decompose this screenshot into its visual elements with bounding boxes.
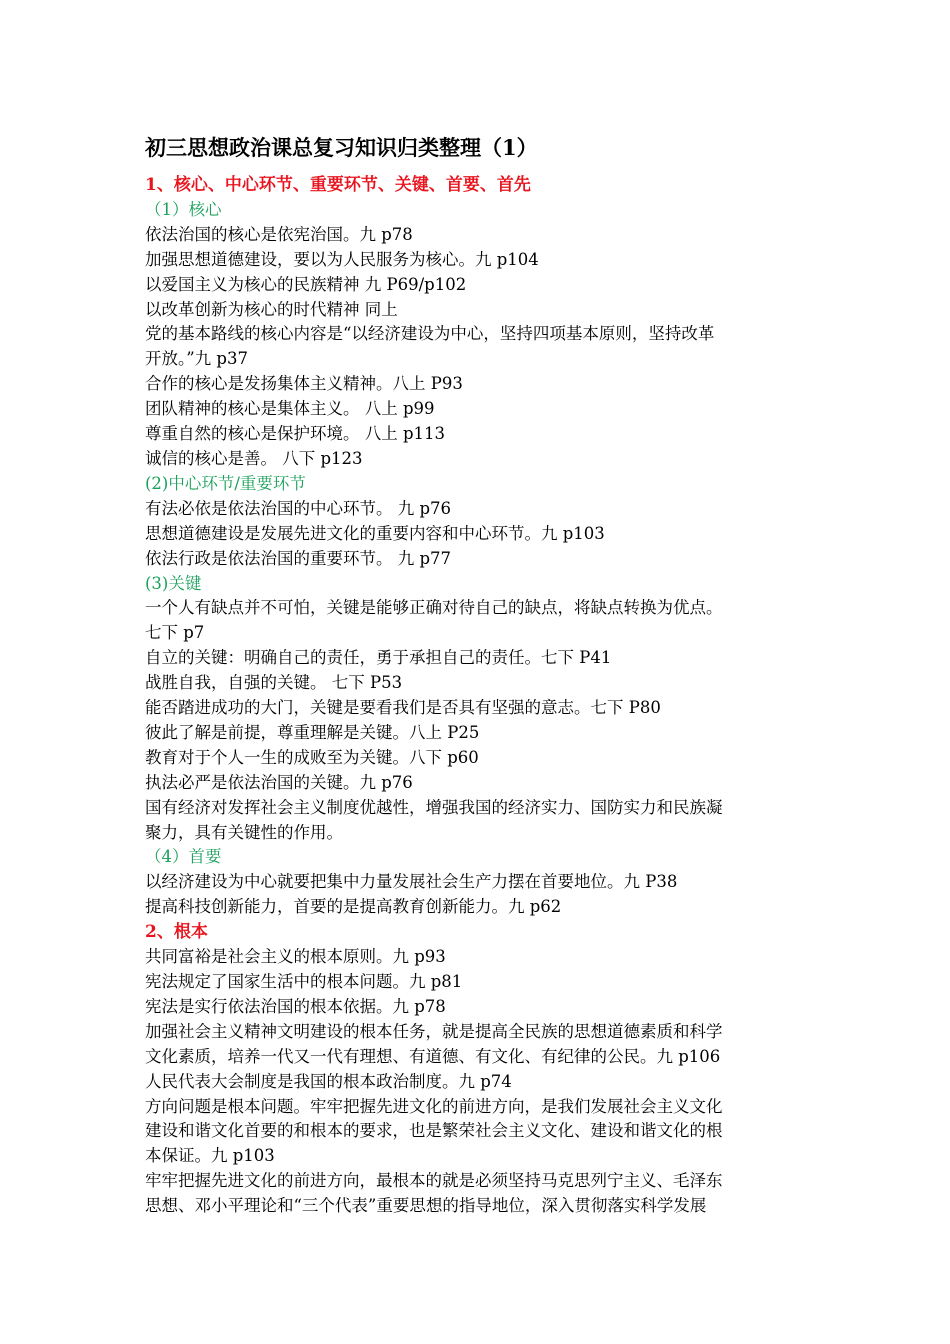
text-line: 文化素质，培养一代又一代有理想、有道德、有文化、有纪律的公民。九 p106 xyxy=(145,1046,721,1066)
text-line: 团队精神的核心是集体主义。 八上 p99 xyxy=(145,399,435,419)
text-line: 依法行政是依法治国的重要环节。 九 p77 xyxy=(145,548,452,568)
text-line: 加强思想道德建设，要以为人民服务为核心。九 p104 xyxy=(145,249,539,269)
text-line: 宪法是实行依法治国的根本依据。九 p78 xyxy=(145,996,446,1016)
text-line: 国有经济对发挥社会主义制度优越性，增强我国的经济实力、国防实力和民族凝 xyxy=(145,797,723,817)
text-line: 党的基本路线的核心内容是“以经济建设为中心，坚持四项基本原则，坚持改革 xyxy=(145,324,715,344)
text-line: 聚力，具有关键性的作用。 xyxy=(145,822,343,842)
text-line: 尊重自然的核心是保护环境。 八上 p113 xyxy=(145,424,446,444)
text-line: 牢牢把握先进文化的前进方向，最根本的就是必须坚持马克思列宁主义、毛泽东 xyxy=(145,1171,723,1191)
text-line: 思想道德建设是发展先进文化的重要内容和中心环节。九 p103 xyxy=(145,523,605,543)
text-line: 共同富裕是社会主义的根本原则。九 p93 xyxy=(145,947,446,967)
text-line: 思想、邓小平理论和“三个代表”重要思想的指导地位，深入贯彻落实科学发展 xyxy=(145,1196,707,1216)
text-line: 提高科技创新能力，首要的是提高教育创新能力。九 p62 xyxy=(145,897,562,917)
text-line: 以经济建设为中心就要把集中力量发展社会生产力摆在首要地位。九 P38 xyxy=(145,872,678,892)
subsection-heading: (3)关键 xyxy=(145,573,202,593)
text-line: 加强社会主义精神文明建设的根本任务，就是提高全民族的思想道德素质和科学 xyxy=(145,1021,723,1041)
text-line: 一个人有缺点并不可怕，关键是能够正确对待自己的缺点，将缺点转换为优点。 xyxy=(145,598,723,618)
text-line: 建设和谐文化首要的和根本的要求，也是繁荣社会主义文化、建设和谐文化的根 xyxy=(145,1121,723,1141)
text-line: 自立的关键：明确自己的责任，勇于承担自己的责任。七下 P41 xyxy=(145,648,612,668)
text-line: 诚信的核心是善。 八下 p123 xyxy=(145,448,363,468)
subsection-heading: （1）核心 xyxy=(145,199,222,219)
text-line: 以爱国主义为核心的民族精神 九 P69/p102 xyxy=(145,274,467,294)
document-title: 初三思想政治课总复习知识归类整理（1） xyxy=(145,135,538,160)
text-line: 战胜自我，自强的关键。 七下 P53 xyxy=(145,673,403,693)
text-line: 开放。”九 p37 xyxy=(145,349,248,369)
text-line: 执法必严是依法治国的关键。九 p76 xyxy=(145,772,413,792)
text-line: 以改革创新为核心的时代精神 同上 xyxy=(145,299,398,319)
text-line: 人民代表大会制度是我国的根本政治制度。九 p74 xyxy=(145,1071,512,1091)
text-line: 有法必依是依法治国的中心环节。 九 p76 xyxy=(145,498,452,518)
section-heading: 1、核心、中心环节、重要环节、关键、首要、首先 xyxy=(145,175,531,195)
text-line: 彼此了解是前提，尊重理解是关键。八上 P25 xyxy=(145,722,480,742)
subsection-heading: (2)中心环节/重要环节 xyxy=(145,473,306,493)
text-line: 七下 p7 xyxy=(145,623,205,643)
text-line: 能否踏进成功的大门，关键是要看我们是否具有坚强的意志。七下 P80 xyxy=(145,698,661,718)
text-line: 宪法规定了国家生活中的根本问题。九 p81 xyxy=(145,972,463,991)
subsection-heading: （4）首要 xyxy=(145,847,222,867)
section-heading: 2、根本 xyxy=(145,922,208,943)
text-line: 依法治国的核心是依宪治国。九 p78 xyxy=(145,224,413,244)
text-line: 方向问题是根本问题。牢牢把握先进文化的前进方向，是我们发展社会主义文化 xyxy=(145,1096,723,1116)
document-body xyxy=(145,173,815,1219)
text-line: 合作的核心是发扬集体主义精神。八上 P93 xyxy=(145,374,463,394)
text-line: 本保证。九 p103 xyxy=(145,1146,275,1166)
text-line: 教育对于个人一生的成败至为关键。八下 p60 xyxy=(145,747,479,767)
